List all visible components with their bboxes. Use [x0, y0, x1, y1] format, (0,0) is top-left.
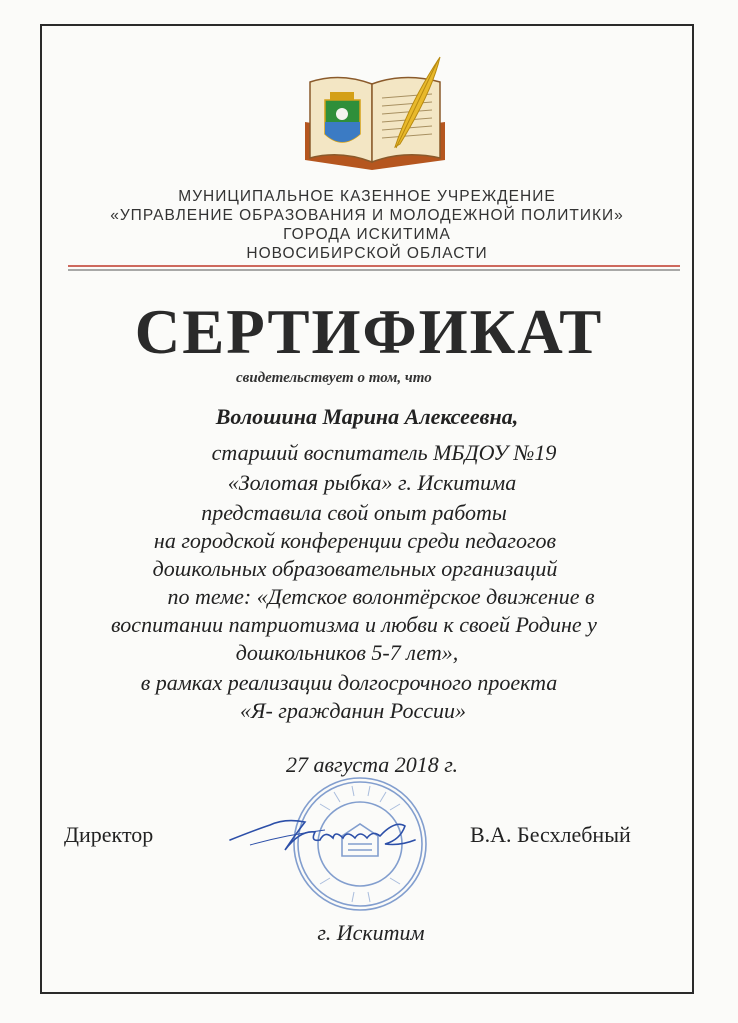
organization-line-1: МУНИЦИПАЛЬНОЕ КАЗЕННОЕ УЧРЕЖДЕНИЕ [178, 188, 556, 205]
certificate-subtitle: свидетельствует о том, что [236, 370, 432, 386]
recipient-name: Волошина Марина Алексеевна, [215, 404, 519, 429]
body-line-6: по теме: «Детское волонтёрское движение в [167, 584, 595, 609]
body-line-9: в рамках реализации долгосрочного проекта [140, 670, 558, 695]
organization-line-3: ГОРОДА ИСКИТИМА [283, 226, 451, 243]
body-line-7: воспитании патриотизма и любви к своей Родине у [111, 612, 597, 637]
signatory-name: В.А. Бесхлебный [470, 822, 631, 847]
issue-place: г. Искитим [317, 920, 425, 945]
body-line-3: представила свой опыт работы [201, 500, 507, 525]
organization-line-4: НОВОСИБИРСКОЙ ОБЛАСТИ [246, 245, 488, 262]
certificate-title: СЕРТИФИКАТ [134, 297, 604, 367]
handwritten-signature [225, 800, 425, 870]
organization-line-2: «УПРАВЛЕНИЕ ОБРАЗОВАНИЯ И МОЛОДЕЖНОЙ ПОЛИТИКИ» [110, 207, 624, 224]
body-line-5: дошкольных образовательных организаций [152, 556, 558, 581]
body-line-2: «Золотая рыбка» г. Искитима [227, 470, 517, 495]
decorative-rule [68, 264, 680, 272]
body-line-1: старший воспитатель МБДОУ №19 [211, 440, 557, 465]
signatory-role: Директор [64, 822, 154, 847]
certificate-date: 27 августа 2018 г. [285, 752, 459, 777]
body-line-10: «Я- гражданин России» [240, 698, 466, 723]
book-quill-emblem-icon [300, 52, 450, 182]
body-line-8: дошкольников 5-7 лет», [235, 640, 459, 665]
body-line-4: на городской конференции среди педагогов [153, 528, 557, 553]
